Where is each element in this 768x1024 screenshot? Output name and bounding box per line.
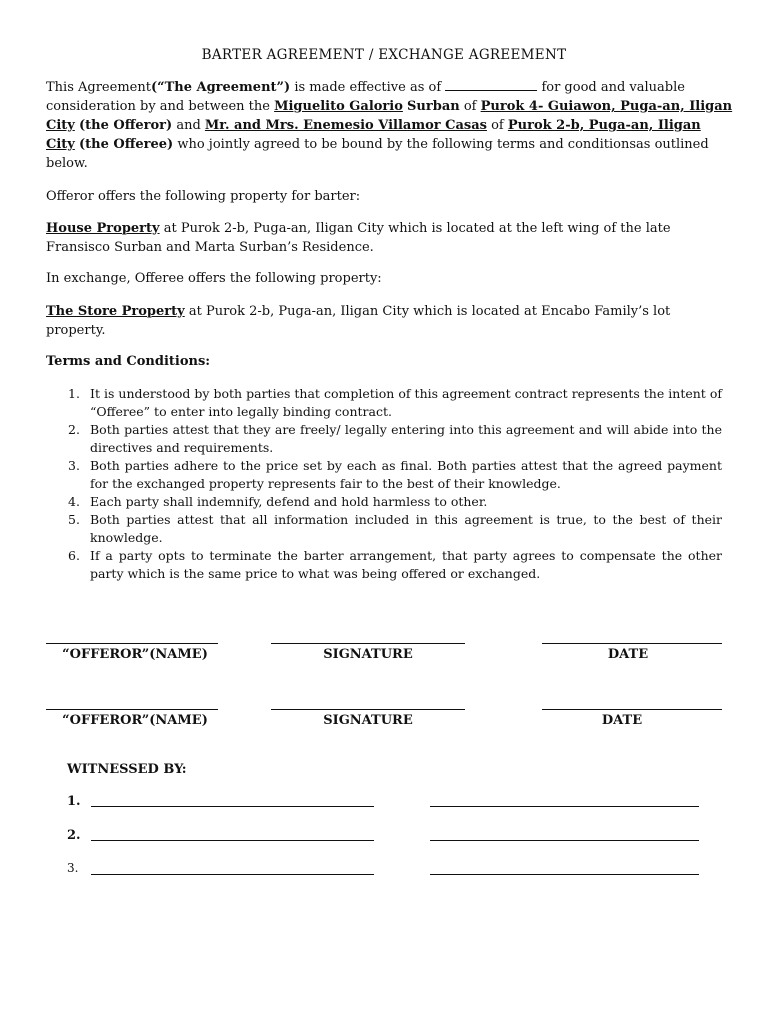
store-property-paragraph: The Store Property at Purok 2-b, Puga-an, Iligan City which is located at Encabo Family’s lot property. — [46, 304, 671, 338]
offeree-name: Mr. and Mrs. Enemesio Villamor Casas — [204, 118, 487, 133]
date-label-2: DATE — [601, 713, 643, 728]
offeror-name-line-2[interactable] — [46, 709, 218, 710]
witness-number-3: 3. — [67, 861, 79, 875]
offeror-address: Purok 4- Guiawon, Puga-an, Iligan — [480, 99, 733, 114]
term-item: 3. Both parties adhere to the price set by each as final. Both parties attest that the agreed payment for the exchanged property represents fair to the best of their knowledge. — [68, 458, 722, 491]
witness-3-signature-line[interactable] — [430, 874, 699, 875]
offeror-name-label-1: “OFFEROR”(NAME) — [62, 647, 208, 662]
intro-paragraph: This Agreement(“The Agreement”) is made effective as of for good and valuable consideration by and between the Miguelito Galorio Surban of Purok 4- Guiawon, Puga-an, Iligan City (the Offeror) and Mr. and Mrs. Enemesio Villamor Casas of Purok 2-b, Puga-an, Iligan City (the Offeree) who jointly agreed to be bound by the following terms and conditionsas outlined below. — [46, 80, 733, 171]
date-label-1: DATE — [607, 647, 649, 662]
terms-heading: Terms and Conditions: — [46, 354, 211, 369]
witness-1-signature-line[interactable] — [430, 806, 699, 807]
house-property-label: House Property — [46, 221, 160, 236]
signature-label-2: SIGNATURE — [323, 713, 413, 728]
offeror-name: Miguelito Galorio — [274, 99, 403, 114]
witness-number-2: 2. — [67, 828, 81, 843]
witness-2-name-line[interactable] — [91, 840, 374, 841]
signature-line-1[interactable] — [271, 643, 465, 644]
offeror-name-label-2: “OFFEROR”(NAME) — [62, 713, 208, 728]
term-item: 2. Both parties attest that they are freely/ legally entering into this agreement and will abide into the directives and requirements. — [68, 422, 722, 455]
witness-number-1: 1. — [67, 794, 81, 809]
witness-3-name-line[interactable] — [91, 874, 374, 875]
store-property-label: The Store Property — [46, 304, 185, 319]
document-title: BARTER AGREEMENT / EXCHANGE AGREEMENT — [201, 47, 567, 63]
effective-date-blank — [445, 79, 537, 91]
intro-line-1: This Agreement(“The Agreement”) is made effective as of for good and valuable — [46, 80, 685, 95]
term-item: 5. Both parties attest that all information included in this agreement is true, to the best of their knowledge. — [68, 512, 722, 545]
signature-label-1: SIGNATURE — [323, 647, 413, 662]
intro-line-3: City (the Offeror) and Mr. and Mrs. Enemesio Villamor Casas of Purok 2-b, Puga-an, Iligan — [46, 118, 701, 133]
offeror-name-line-1[interactable] — [46, 643, 218, 644]
term-item: 4. Each party shall indemnify, defend and hold harmless to other. — [68, 494, 488, 509]
intro-line-2: consideration by and between the Miguelito Galorio Surban of Purok 4- Guiawon, Puga-an, Iligan — [46, 99, 733, 114]
date-line-2[interactable] — [542, 709, 722, 710]
house-property-paragraph: House Property at Purok 2-b, Puga-an, Iligan City which is located at the left wing of the late Fransisco Surban and Marta Surban’s Residence. — [46, 221, 671, 255]
offeree-address: Purok 2-b, Puga-an, Iligan — [507, 118, 701, 133]
witness-1-name-line[interactable] — [91, 806, 374, 807]
intro-line-4: City (the Offeree) who jointly agreed to be bound by the following terms and conditionsas outlined — [46, 137, 709, 152]
date-line-1[interactable] — [542, 643, 722, 644]
exchange-line: In exchange, Offeree offers the following property: — [46, 271, 382, 286]
witness-2-signature-line[interactable] — [430, 840, 699, 841]
witnessed-by-heading: WITNESSED BY: — [67, 762, 187, 777]
terms-list — [46, 385, 722, 583]
term-item: 6. If a party opts to terminate the barter arrangement, that party agrees to compensate the other party which is the same price to what was being offered or exchanged. — [68, 548, 722, 581]
offer-line: Offeror offers the following property for barter: — [46, 189, 361, 204]
signature-line-2[interactable] — [271, 709, 465, 710]
term-item: 1. It is understood by both parties that completion of this agreement contract represents the intent of “Offeree” to enter into legally binding contract. — [68, 386, 722, 419]
